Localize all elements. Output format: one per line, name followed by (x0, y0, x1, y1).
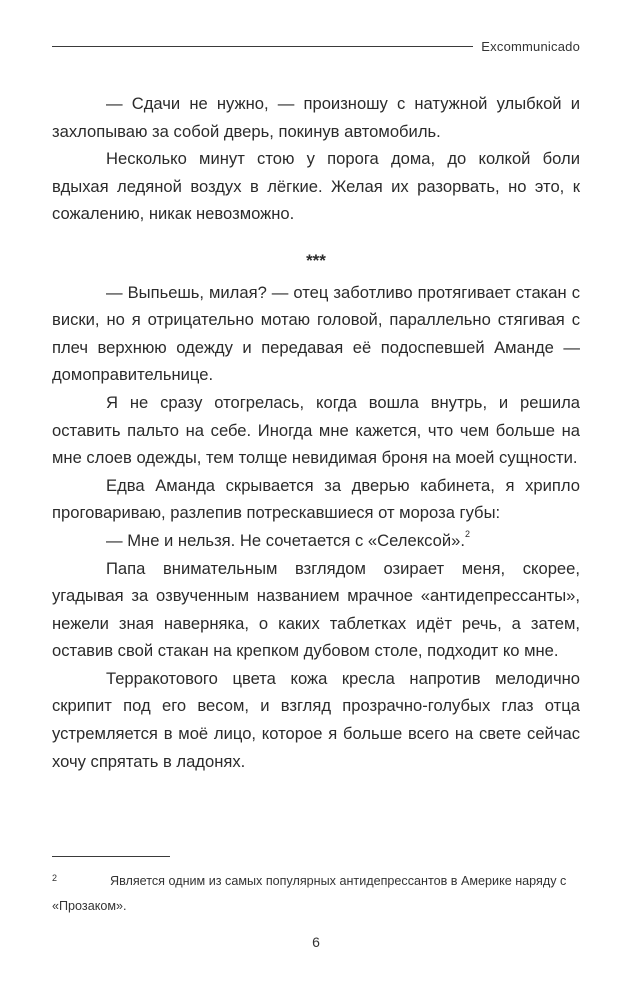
footnote-text: Является одним из самых популярных антидепрессантов в Америке наряду с «Прозаком». (52, 874, 567, 913)
footnote-rule (52, 856, 170, 857)
page-header (52, 36, 580, 56)
footnote-number: 2 (52, 873, 58, 883)
page-number: 6 (312, 934, 320, 950)
paragraph-7: Папа внимательным взглядом озирает меня, скорее, угадывая за озвученным названием мрачное «антидепрессанты», нежели зная наверняка, о каких таблетках идёт речь, а затем, оставив свой стакан на крепком дубовом столе, подходит ко мне. (52, 558, 580, 661)
running-title: Excommunicado (481, 38, 580, 54)
paragraph-3: — Выпьешь, милая? — отец заботливо протягивает стакан с виски, но я отрицательно мотаю головой, параллельно стягивая с плеч верхнюю одежду и передавая её подоспевшей Аманде — домоправительнице. (52, 282, 580, 385)
body-text (52, 90, 580, 775)
paragraph-8: Терракотового цвета кожа кресла напротив мелодично скрипит под его весом, и взгляд прозрачно-голубых глаз отца устремляется в моё лицо, которое я больше всего на свете сейчас хочу спрятать в ладонях. (52, 668, 580, 771)
paragraph-4: Я не сразу отогрелась, когда вошла внутрь, и решила оставить пальто на себе. Иногда мне кажется, что чем больше на мне слоев одежды, тем толще невидимая броня на моей сущности. (52, 392, 580, 468)
paragraph-2: Несколько минут стою у порога дома, до колкой боли вдыхая ледяной воздух в лёгкие. Желая их разорвать, но это, к сожалению, никак невозможно. (52, 149, 580, 224)
scene-separator: *** (306, 250, 326, 270)
header-rule (52, 46, 473, 47)
footnote-reference[interactable]: 2 (465, 529, 471, 540)
footnote (52, 869, 580, 918)
paragraph-6 (52, 527, 580, 555)
paragraph-6-text: — Мне и нельзя. Не сочетается с «Селексой». (106, 530, 465, 550)
paragraph-1: — Сдачи не нужно, — произношу с натужной улыбкой и захлопываю за собой дверь, покинув автомобиль. (52, 94, 580, 141)
paragraph-5: Едва Аманда скрывается за дверью кабинета, я хрипло проговариваю, разлепив потрескавшиеся от мороза губы: (52, 475, 580, 523)
